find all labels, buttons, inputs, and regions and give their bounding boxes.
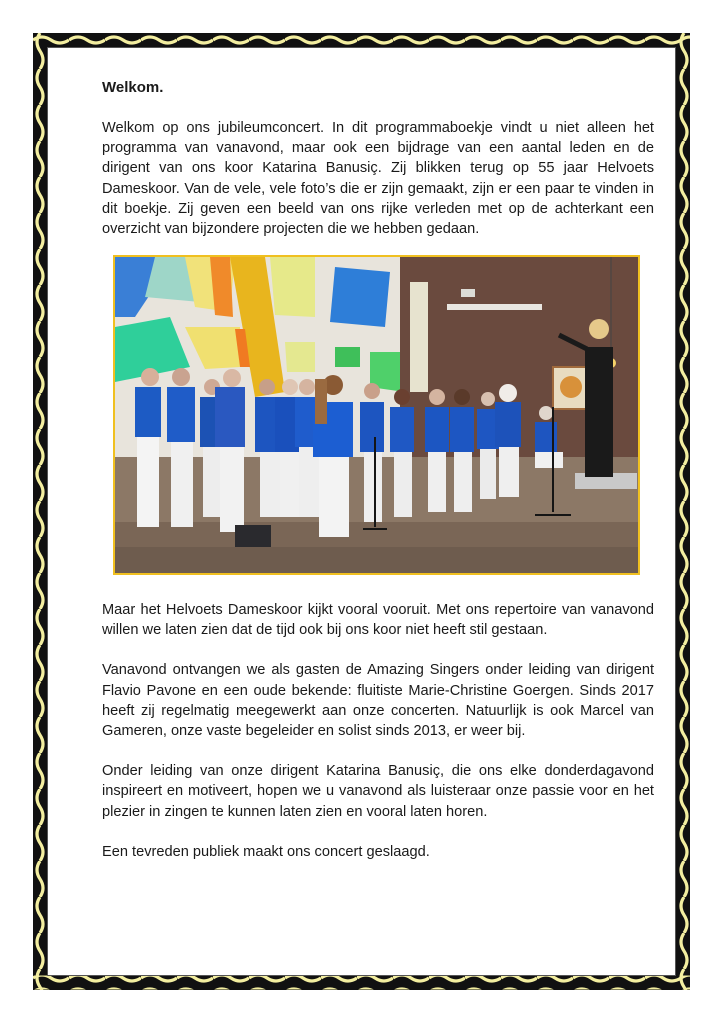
wall-lamp xyxy=(461,289,475,297)
intro-paragraph: Welkom op ons jubileumconcert. In dit programmaboekje vindt u niet alleen het programma van vanavond, maar ook een bijdrage van een aantal leden en de dirigent van ons koor Katarina Banusiç. Zij blikken terug op 55 jaar Helvoets Dameskoor. Van de vele, vele foto’s die er zijn gemaakt, zijn er een paar te vinden in dit boekje. Zij geven een beeld van ons rijke verleden met op de achterkant een overzicht van bijzondere projecten die we hebben gedaan. xyxy=(102,120,654,238)
glass-panel xyxy=(335,347,360,367)
glass-panel xyxy=(285,342,315,372)
conductor-paragraph: Onder leiding van onze dirigent Katarina Banusiç, die ons elke donderdagavond inspireert en motiveert, hopen we u vanavond als luisteraar onze passie voor en het plezier in zingen te kunnen laten zien en vooral laten horen. xyxy=(102,763,654,820)
page-title: Welkom. xyxy=(102,79,164,96)
hanging-banner xyxy=(410,282,428,392)
intro-section xyxy=(102,78,654,239)
vision-paragraph: Maar het Helvoets Dameskoor kijkt vooral vooruit. Met ons repertoire van vanavond willen we laten zien dat de tijd ook bij ons koor niet heeft stil gestaan. xyxy=(102,602,654,639)
wall-light-bar xyxy=(447,304,542,310)
decorative-page-border xyxy=(33,33,690,990)
page-body xyxy=(48,48,675,975)
closing-section xyxy=(102,600,654,862)
choir-photo xyxy=(113,255,640,575)
guests-paragraph: Vanavond ontvangen we als gasten de Amazing Singers onder leiding van dirigent Flavio Pavone en een oude bekende: fluitiste Marie-Christine Goergen. Sinds 2017 heeft zij regelmatig meegewerkt aan onze concerten. Natuurlijk is ook Marcel van Gameren, onze vaste begeleider en solist sinds 2013, er weer bij. xyxy=(102,662,654,740)
folder-on-floor xyxy=(235,525,271,547)
glass-panel xyxy=(270,257,315,317)
closing-paragraph: Een tevreden publiek maakt ons concert geslaagd. xyxy=(102,843,430,860)
glass-panel xyxy=(330,267,390,327)
tapestry-emblem xyxy=(560,376,582,398)
